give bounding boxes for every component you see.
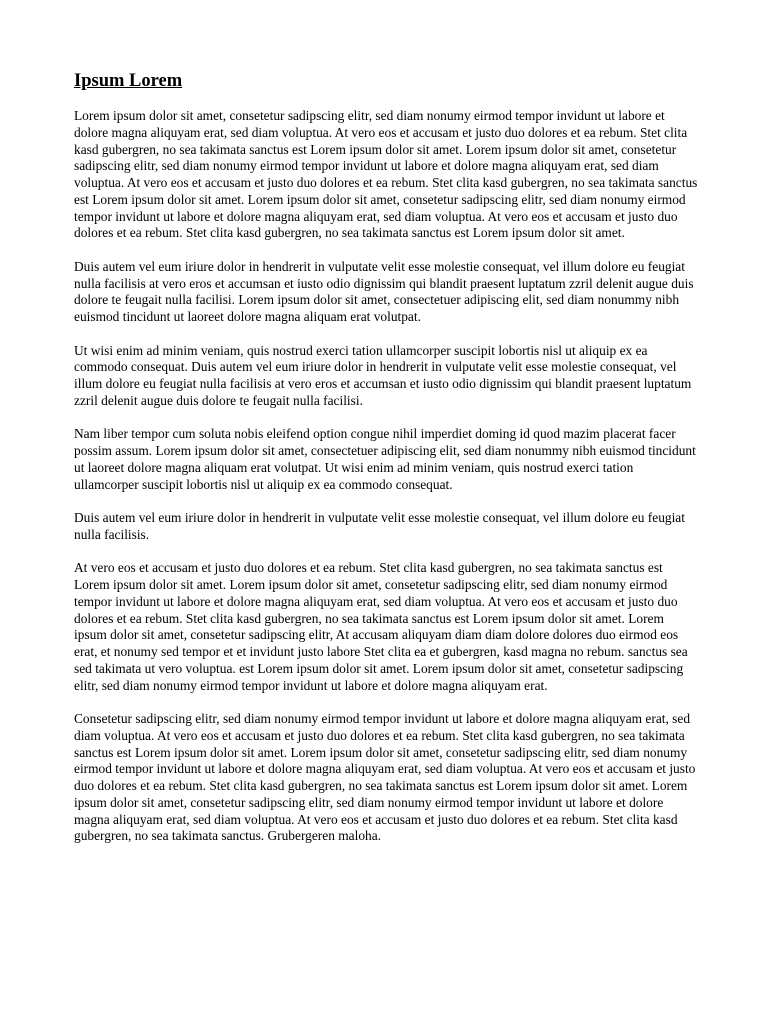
document-title: Ipsum Lorem [74,71,183,91]
paragraph-4: Nam liber tempor cum soluta nobis eleifend option congue nihil imperdiet doming id quod mazim placerat facer possim assum. Lorem ipsum dolor sit amet, consectetuer adipiscing elit, sed diam nonummy nibh euismod tincidunt ut laoreet dolore magna aliquam erat volutpat. Ut wisi enim ad minim veniam, quis nostrud exerci tation ullamcorper suscipit lobortis nisl ut aliquip ex ea commodo consequat. [74,426,696,492]
document-page [74,68,698,862]
paragraph-5: Duis autem vel eum iriure dolor in hendrerit in vulputate velit esse molestie consequat, vel illum dolore eu feugiat nulla facilisis. [74,510,685,542]
paragraph-6: At vero eos et accusam et justo duo dolores et ea rebum. Stet clita kasd gubergren, no sea takimata sanctus est Lorem ipsum dolor sit amet. Lorem ipsum dolor sit amet, consetetur sadipscing elitr, sed diam nonumy eirmod tempor invidunt ut labore et dolore magna aliquyam erat, sed diam voluptua. At vero eos et accusam et justo duo dolores et ea rebum. Stet clita kasd gubergren, no sea takimata sanctus est Lorem ipsum dolor sit amet. Lorem ipsum dolor sit amet, consetetur sadipscing elitr, At accusam aliquyam diam diam dolore dolores duo eirmod eos erat, et nonumy sed tempor et et invidunt justo labore Stet clita ea et gubergren, kasd magna no rebum. sanctus sea sed takimata ut vero voluptua. est Lorem ipsum dolor sit amet. Lorem ipsum dolor sit amet, consetetur sadipscing elitr, sed diam nonumy eirmod tempor invidunt ut labore et dolore magna aliquyam erat. [74,560,688,693]
paragraph-2: Duis autem vel eum iriure dolor in hendrerit in vulputate velit esse molestie consequat, vel illum dolore eu feugiat nulla facilisis at vero eros et accumsan et iusto odio dignissim qui blandit praesent luptatum zzril delenit augue duis dolore te feugait nulla facilisi. Lorem ipsum dolor sit amet, consectetuer adipiscing elit, sed diam nonummy nibh euismod tincidunt ut laoreet dolore magna aliquam erat volutpat. [74,258,694,324]
paragraph-3: Ut wisi enim ad minim veniam, quis nostrud exerci tation ullamcorper suscipit lobortis nisl ut aliquip ex ea commodo consequat. Duis autem vel eum iriure dolor in hendrerit in vulputate velit esse molestie consequat, vel illum dolore eu feugiat nulla facilisis at vero eros et accumsan et iusto odio dignissim qui blandit praesent luptatum zzril delenit augue duis dolore te feugait nulla facilisi. [74,342,692,408]
paragraph-7: Consetetur sadipscing elitr, sed diam nonumy eirmod tempor invidunt ut labore et dolore magna aliquyam erat, sed diam voluptua. At vero eos et accusam et justo duo dolores et ea rebum. Stet clita kasd gubergren, no sea takimata sanctus est Lorem ipsum dolor sit amet. Lorem ipsum dolor sit amet, consetetur sadipscing elitr, sed diam nonumy eirmod tempor invidunt ut labore et dolore magna aliquyam erat, sed diam voluptua. At vero eos et accusam et justo duo dolores et ea rebum. Stet clita kasd gubergren, no sea takimata sanctus est Lorem ipsum dolor sit amet. Lorem ipsum dolor sit amet, consetetur sadipscing elitr, sed diam nonumy eirmod tempor invidunt ut labore et dolore magna aliquyam erat, sed diam voluptua. At vero eos et accusam et justo duo dolores et ea rebum. Stet clita kasd gubergren, no sea takimata sanctus. Grubergeren maloha. [74,711,696,844]
paragraph-1: Lorem ipsum dolor sit amet, consetetur sadipscing elitr, sed diam nonumy eirmod tempor invidunt ut labore et dolore magna aliquyam erat, sed diam voluptua. At vero eos et accusam et justo duo dolores et ea rebum. Stet clita kasd gubergren, no sea takimata sanctus est Lorem ipsum dolor sit amet. Lorem ipsum dolor sit amet, consetetur sadipscing elitr, sed diam nonumy eirmod tempor invidunt ut labore et dolore magna aliquyam erat, sed diam voluptua. At vero eos et accusam et justo duo dolores et ea rebum. Stet clita kasd gubergren, no sea takimata sanctus est Lorem ipsum dolor sit amet. Lorem ipsum dolor sit amet, consetetur sadipscing elitr, sed diam nonumy eirmod tempor invidunt ut labore et dolore magna aliquyam erat, sed diam voluptua. At vero eos et accusam et justo duo dolores et ea rebum. Stet clita kasd gubergren, no sea takimata sanctus est Lorem ipsum dolor sit amet. [74,108,698,241]
